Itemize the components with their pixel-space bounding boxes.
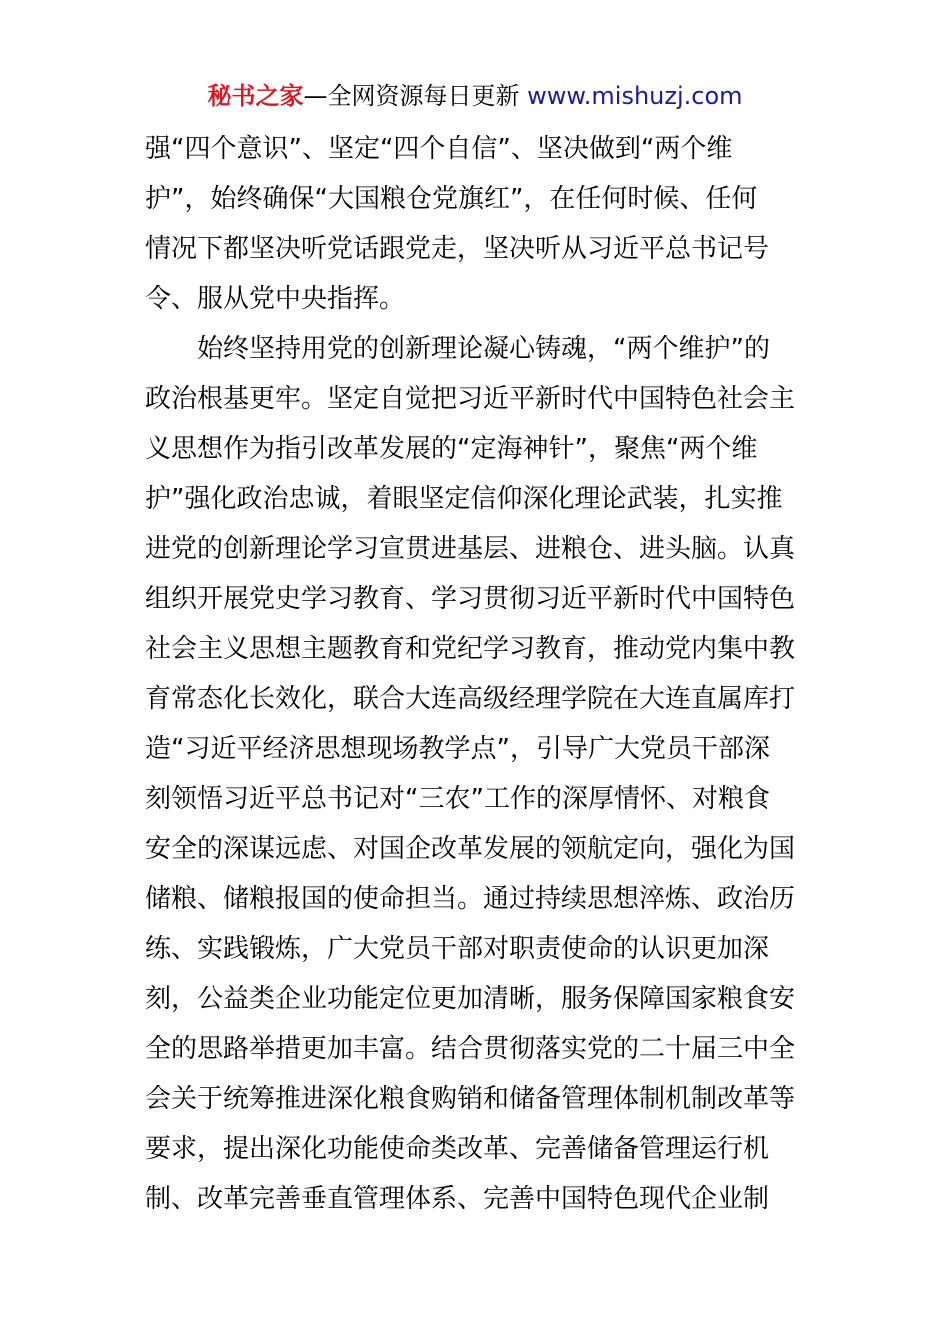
header-brand: 秘书之家 xyxy=(207,82,304,110)
text-line: 储粮、储粮报国的使命担当。通过持续思想淬炼、政治历 xyxy=(145,884,796,914)
paragraph-1 xyxy=(145,124,807,324)
text-line: 令、服从党中央指挥。 xyxy=(145,284,406,314)
text-line: 刻，公益类企业功能定位更加清晰，服务保障国家粮食安 xyxy=(145,984,796,1014)
header-tagline: —全网资源每日更新 xyxy=(303,82,520,110)
text-line: 护”，始终确保“大国粮仓党旗红”，在任何时候、任何 xyxy=(145,184,758,214)
paragraph-2 xyxy=(145,324,807,1224)
text-line: 义思想作为指引改革发展的“定海神针”，聚焦“两个维 xyxy=(145,434,758,464)
page-header xyxy=(0,80,950,112)
text-line: 社会主义思想主题教育和党纪学习教育，推动党内集中教 xyxy=(145,634,796,664)
text-line: 政治根基更牢。坚定自觉把习近平新时代中国特色社会主 xyxy=(145,384,796,414)
text-line: 组织开展党史学习教育、学习贯彻习近平新时代中国特色 xyxy=(145,584,796,614)
text-line: 护”强化政治忠诚，着眼坚定信仰深化理论武装，扎实推 xyxy=(145,484,783,514)
text-line: 造“习近平经济思想现场教学点”，引导广大党员干部深 xyxy=(145,734,770,764)
text-line: 始终坚持用党的创新理论凝心铸魂，“两个维护”的 xyxy=(197,334,770,364)
text-line: 制、改革完善垂直管理体系、完善中国特色现代企业制 xyxy=(145,1184,770,1214)
text-line: 情况下都坚决听党话跟党走，坚决听从习近平总书记号 xyxy=(145,234,770,264)
text-line: 全的思路举措更加丰富。结合贯彻落实党的二十届三中全 xyxy=(145,1034,796,1064)
text-line: 会关于统筹推进深化粮食购销和储备管理体制机制改革等 xyxy=(145,1084,796,1114)
document-body xyxy=(145,124,807,1224)
text-line: 安全的深谋远虑、对国企改革发展的领航定向，强化为国 xyxy=(145,834,796,864)
text-line: 进党的创新理论学习宣贯进基层、进粮仓、进头脑。认真 xyxy=(145,534,796,564)
text-line: 育常态化长效化，联合大连高级经理学院在大连直属库打 xyxy=(145,684,796,714)
text-line: 刻领悟习近平总书记对“三农”工作的深厚情怀、对粮食 xyxy=(145,784,770,814)
text-line: 要求，提出深化功能使命类改革、完善储备管理运行机 xyxy=(145,1134,770,1164)
text-line: 强“四个意识”、坚定“四个自信”、坚决做到“两个维 xyxy=(145,134,733,164)
text-line: 练、实践锻炼，广大党员干部对职责使命的认识更加深 xyxy=(145,934,770,964)
header-url-link[interactable]: www.mishuzj.com xyxy=(527,82,743,110)
